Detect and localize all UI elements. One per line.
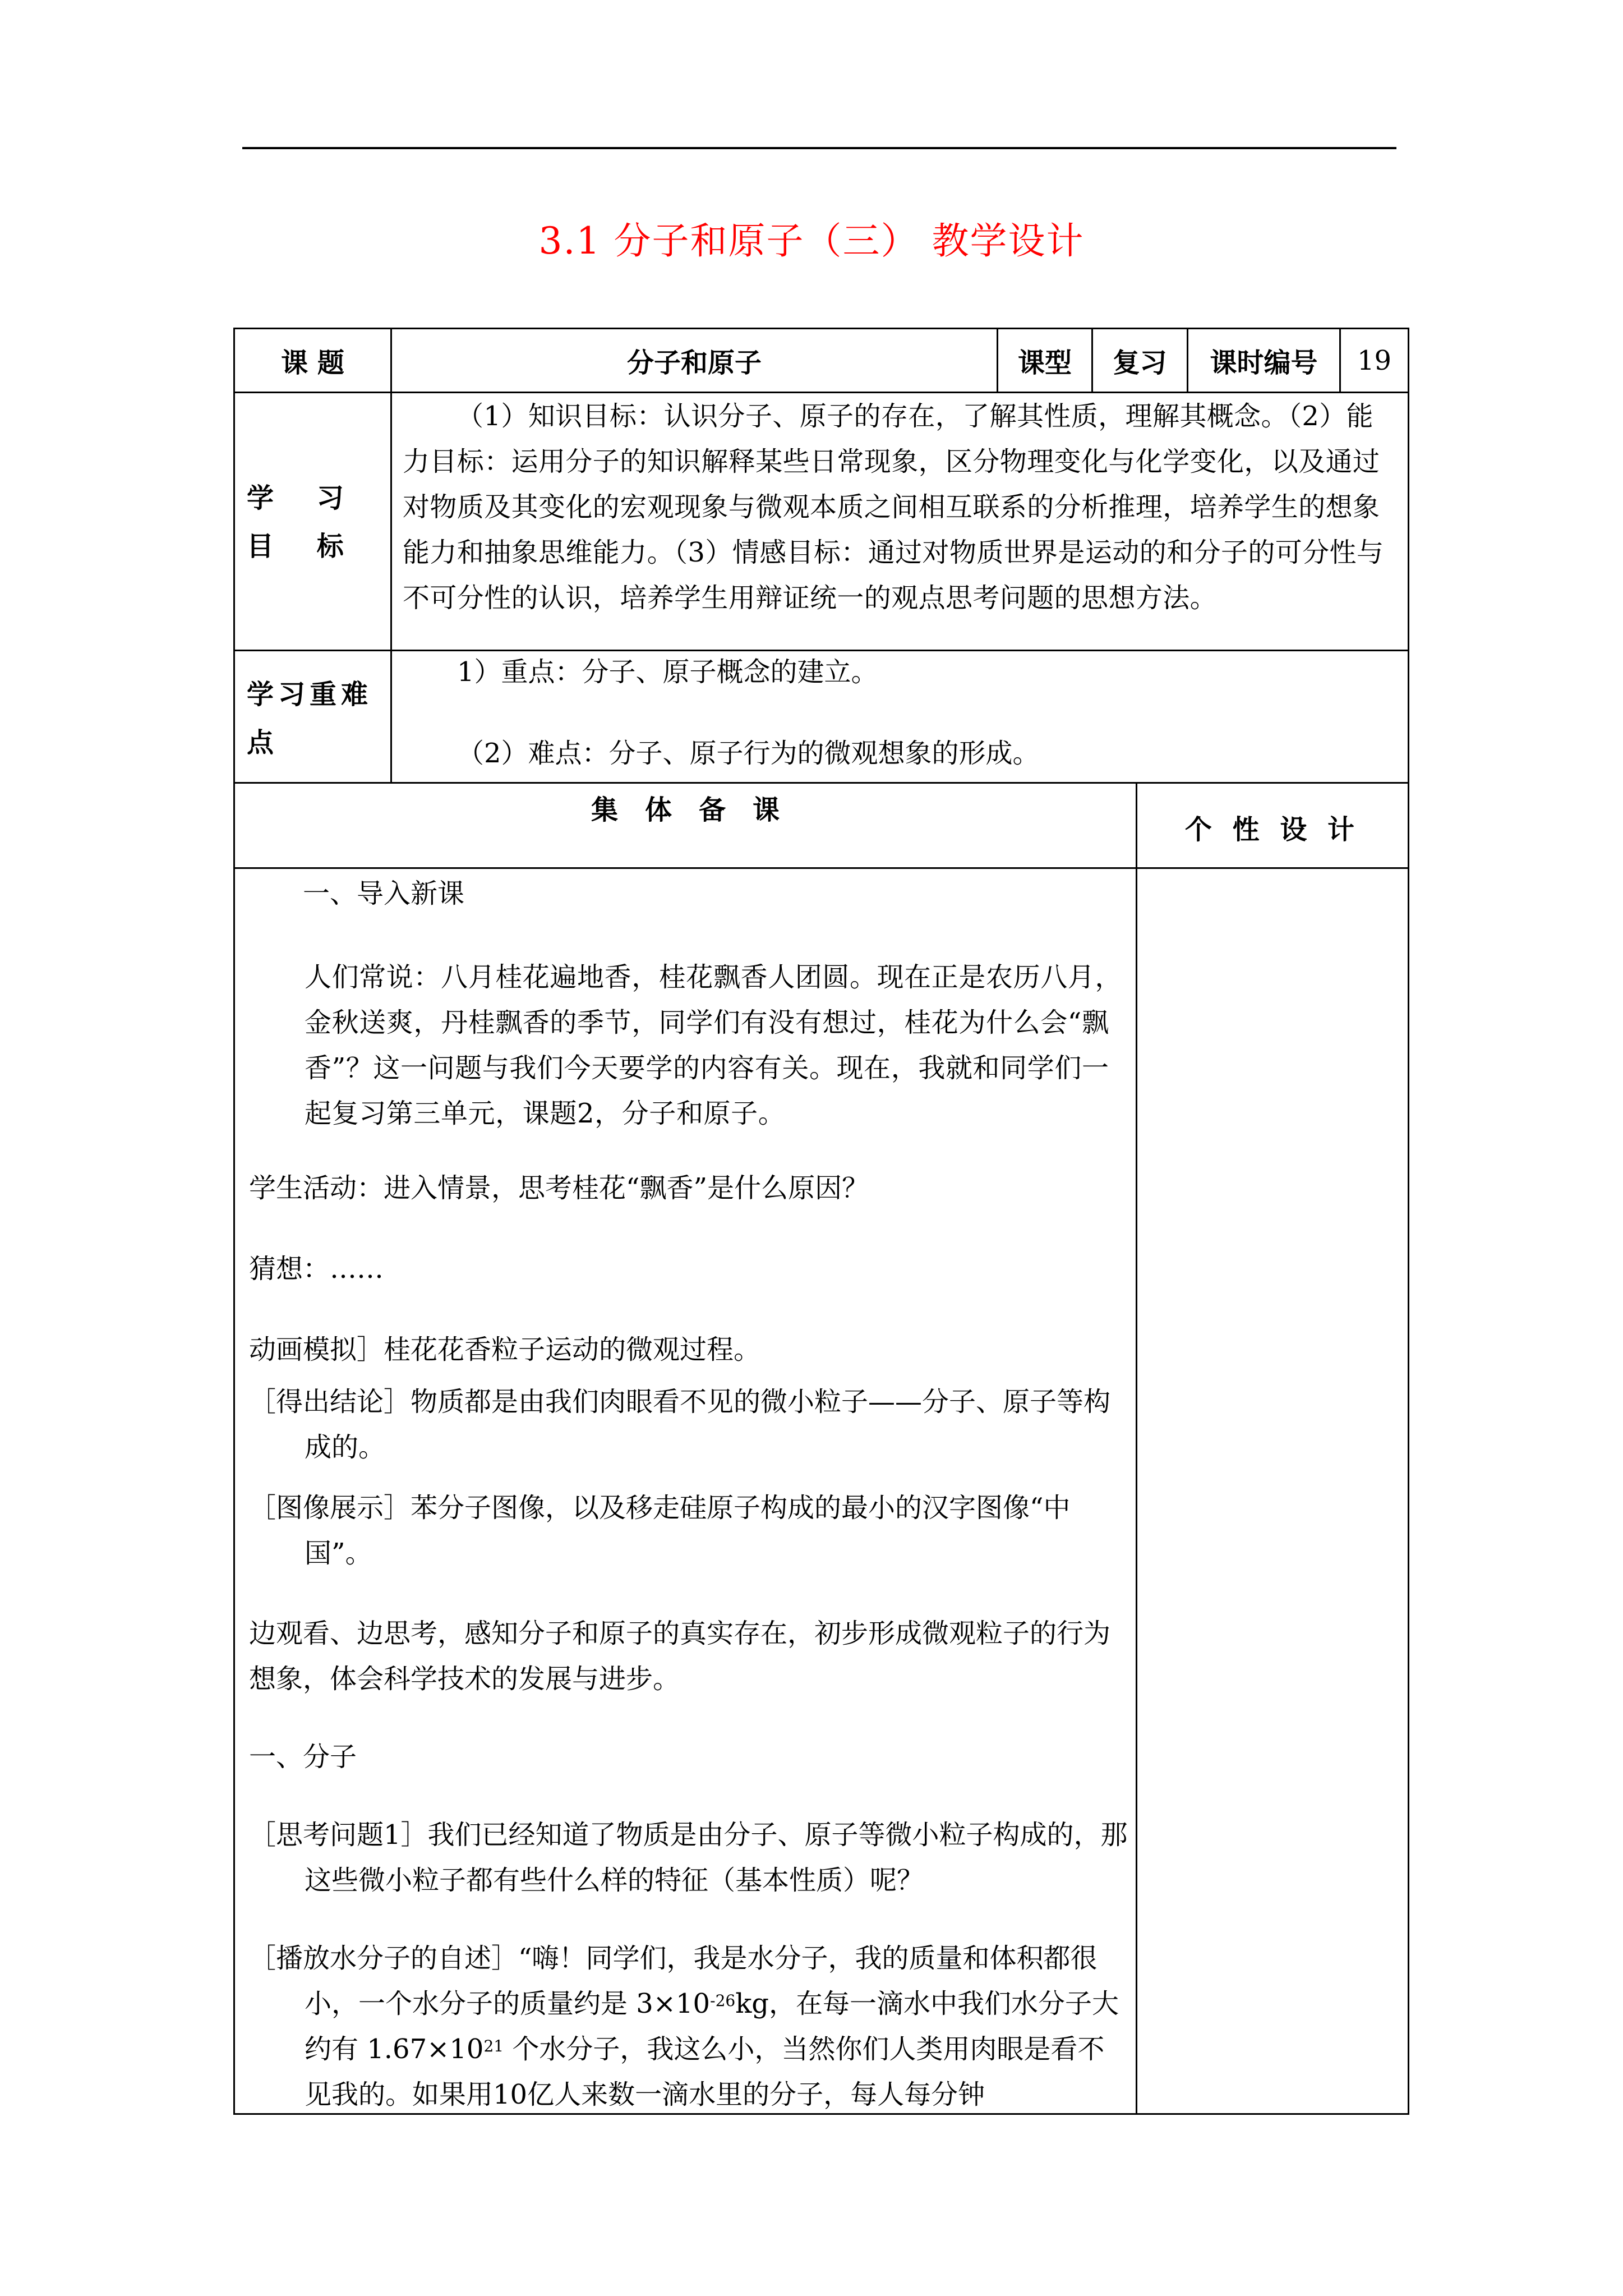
goals-text: （1）知识目标：认识分子、原子的存在，了解其性质，理解其概念。（2）能力目标：运用分子的知识解释某些日常现象，区分物理变化与化学变化，以及通过对物质及其变化的宏观现象与微观本质之间相互联系的分析推理，培养学生的想象能力和抽象思维能力。（3）情感目标：通过对物质世界是运动的和分子的可分性与不可分性的认识，培养学生用辩证统一的观点思考问题的思想方法。 [403,401,1384,614]
bianhao-value: 19 [1357,344,1392,376]
animation-simulation: 动画模拟］桂花花香粒子运动的微观过程。 [249,1334,761,1365]
student-activity: 学生活动：进入情景，思考桂花“飘香”是什么原因？ [249,1172,869,1204]
conclusion: ［得出结论］物质都是由我们肉眼看不见的微小粒子——分子、原子等构成的。 [249,1386,1111,1463]
image-display: ［图像展示］苯分子图像，以及移走硅原子构成的最小的汉字图像“中国”。 [249,1492,1071,1569]
intro-heading: 一、导入新课 [303,878,465,909]
personal-design-header: 个 性 设 计 [1184,814,1361,845]
keti-label: 课 题 [281,347,344,379]
observe-note: 边观看、边思考，感知分子和原子的真实存在，初步形成微观粒子的行为想象，体会科学技术的发展与进步。 [249,1618,1111,1695]
keypoints-label: 学习重难点 [247,679,373,758]
kexing-value: 复习 [1113,347,1167,379]
keypoint-1: 1）重点：分子、原子概念的建立。 [457,656,878,688]
guess: 猜想：…… [249,1253,384,1285]
collective-prep-header: 集 体 备 课 [591,794,780,826]
bianhao-label: 课时编号 [1210,347,1318,379]
goals-label: 学 习 目 标 [247,482,361,562]
page-title: 3.1 分子和原子（三） 教学设计 [538,219,1085,263]
molecule-heading: 一、分子 [249,1741,357,1773]
keti-value: 分子和原子 [626,347,762,379]
water-molecule-narration: ［播放水分子的自述］“嗨！同学们，我是水分子，我的质量和体积都很小，一个水分子的质量约是 $3\times 10^{-26}kg$，在每一滴水中我们水分子大约有 $1.67\times 10^{21}$ 个水分子，我这么小，当然你们人类用肉眼是看不见我的。如果用10亿人来数一滴水里的分子，每人每分钟 [249,1943,1119,2110]
keypoint-2: （2）难点：分子、原子行为的微观想象的形成。 [457,738,1040,769]
kexing-label: 课型 [1017,347,1072,379]
question-1: ［思考问题1］我们已经知道了物质是由分子、原子等微小粒子构成的，那这些微小粒子都有些什么样的特征（基本性质）呢？ [249,1819,1128,1896]
header-rule [242,147,1396,149]
intro-paragraph: 人们常说：八月桂花遍地香，桂花飘香人团圆。现在正是农历八月，金秋送爽，丹桂飘香的季节，同学们有没有想过，桂花为什么会“飘香”？这一问题与我们今天要学的内容有关。现在，我就和同学们一起复习第三单元，课题2，分子和原子。 [305,961,1123,1129]
